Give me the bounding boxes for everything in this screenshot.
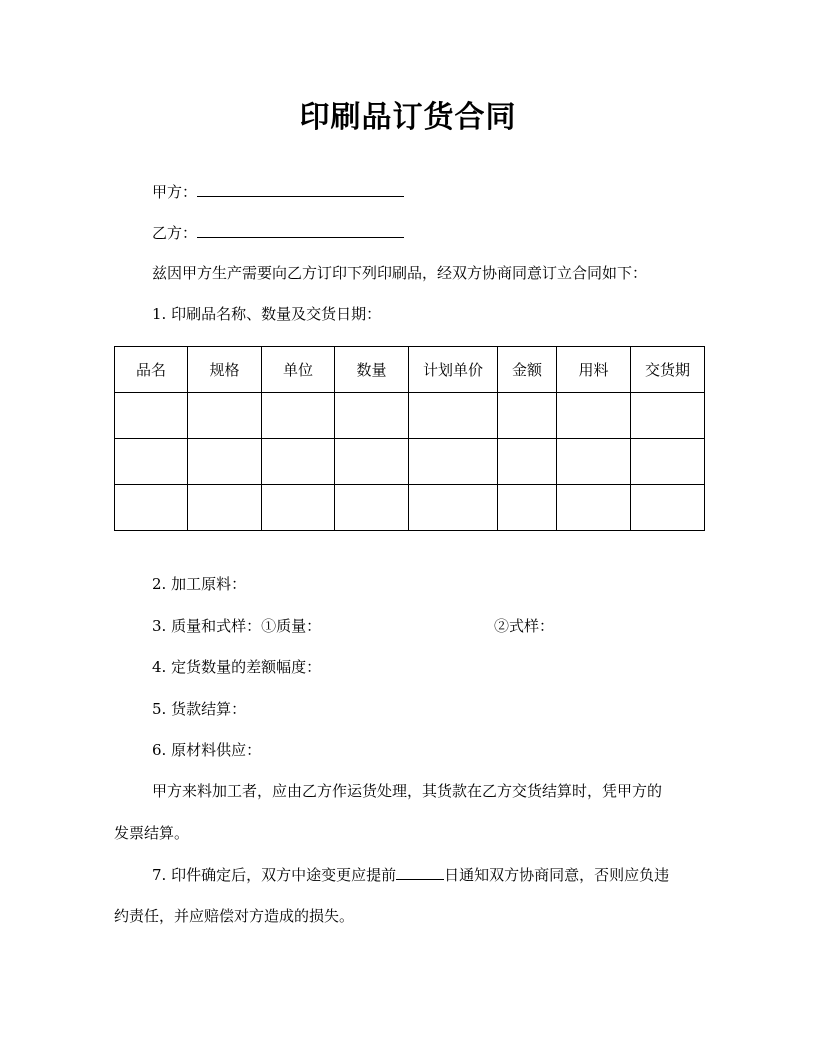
table-cell [631, 485, 705, 531]
party-a-label: 甲方： [152, 183, 198, 201]
table-cell [498, 439, 557, 485]
intro-paragraph: 兹因甲方生产需要向乙方订印下列印刷品，经双方协商同意订立合同如下： [152, 264, 648, 282]
party-b-label: 乙方： [152, 224, 198, 242]
order-table [114, 346, 705, 531]
table-header-cell: 金额 [498, 347, 557, 393]
table-header-cell: 品名 [115, 347, 188, 393]
party-a-line [152, 180, 404, 203]
table-cell [409, 393, 498, 439]
table-cell [188, 485, 262, 531]
clause-1: 1. 印刷品名称、数量及交货日期： [152, 305, 382, 323]
table-cell [631, 439, 705, 485]
clause-5: 5. 货款结算： [152, 700, 247, 718]
clause-6-paragraph-line-1: 甲方来料加工者，应由乙方作运货处理，其货款在乙方交货结算时，凭甲方的 [152, 782, 663, 800]
table-row [115, 439, 705, 485]
table-cell [409, 485, 498, 531]
table-cell [557, 393, 631, 439]
table-header-cell: 数量 [335, 347, 409, 393]
table-cell [262, 393, 335, 439]
notice-days-blank [396, 863, 444, 880]
table-cell [335, 485, 409, 531]
table-header-cell: 交货期 [631, 347, 705, 393]
clause-3-style: ②式样： [494, 617, 555, 635]
table-cell [498, 485, 557, 531]
table-header-cell: 单位 [262, 347, 335, 393]
table-cell [262, 439, 335, 485]
table-header-cell: 规格 [188, 347, 262, 393]
table-header-cell: 用料 [557, 347, 631, 393]
table-cell [631, 393, 705, 439]
table-header-row [115, 347, 705, 393]
clause-6-paragraph-line-2: 发票结算。 [114, 824, 190, 842]
clause-6: 6. 原材料供应： [152, 741, 262, 759]
table-header-cell: 计划单价 [409, 347, 498, 393]
table-cell [188, 439, 262, 485]
party-a-blank [197, 180, 404, 197]
table-cell [498, 393, 557, 439]
clause-2: 2. 加工原料： [152, 575, 247, 593]
table-cell [188, 393, 262, 439]
table-cell [557, 485, 631, 531]
table-cell [115, 439, 188, 485]
clause-7-text-b: 日通知双方协商同意，否则应负违 [444, 866, 670, 884]
page-title: 印刷品订货合同 [299, 100, 517, 135]
table-cell [335, 393, 409, 439]
table-cell [262, 485, 335, 531]
table-cell [335, 439, 409, 485]
table-cell [409, 439, 498, 485]
table-row [115, 393, 705, 439]
party-b-line [152, 221, 404, 244]
party-b-blank [197, 221, 404, 238]
clause-7-line-2: 约责任，并应赔偿对方造成的损失。 [114, 907, 355, 925]
clause-4: 4. 定货数量的差额幅度： [152, 658, 322, 676]
table-row [115, 485, 705, 531]
table-cell [115, 485, 188, 531]
table-cell [557, 439, 631, 485]
clause-3-quality: 3. 质量和式样：①质量： [152, 617, 322, 635]
table-cell [115, 393, 188, 439]
clause-7-text-a: 7. 印件确定后，双方中途变更应提前 [152, 866, 397, 884]
clause-7-line-1 [152, 863, 669, 886]
